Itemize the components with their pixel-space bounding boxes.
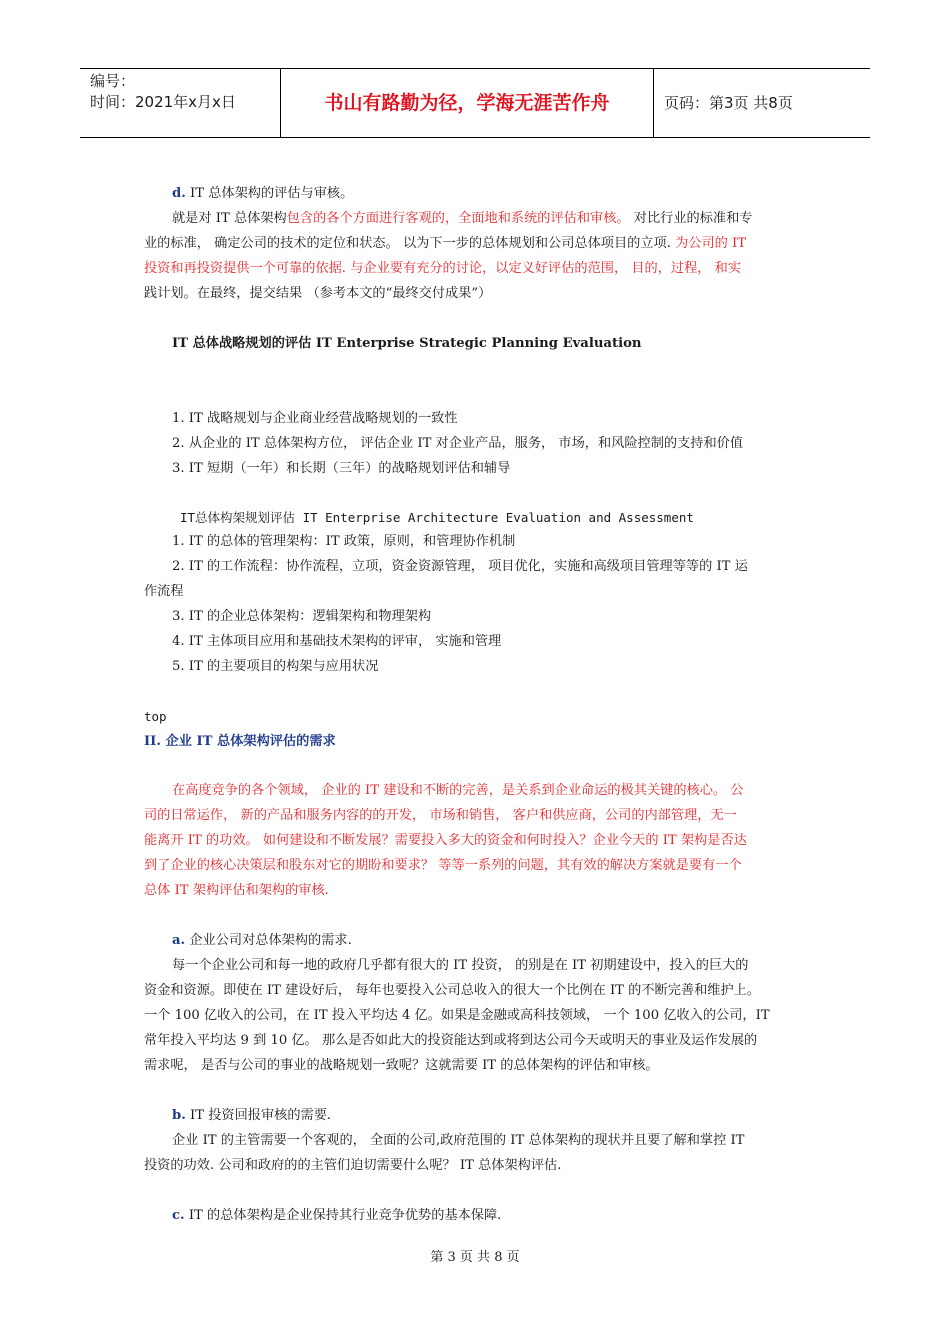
architecture-item: 1. IT 的总体的管理架构：IT 政策，原则，和管理协作机制: [172, 534, 516, 549]
section-b-line: 投资的功效. 公司和政府的的主管们迫切需要什么呢？ IT 总体架构评估.: [144, 1158, 562, 1173]
section-a-line: 每一个企业公司和每一地的政府几乎都有很大的 IT 投资， 的别是在 IT 初期建设中，投入的巨大的: [172, 958, 749, 973]
section-a-line: 资金和资源。即使在 IT 建设好后， 每年也要投入公司总收入的很大一个比例在 IT 的不断完善和维护上。: [144, 983, 761, 998]
architecture-title: IT总体构架规划评估 IT Enterprise Architecture Evaluation and Assessment: [180, 510, 694, 525]
motto: 书山有路勤为径，学海无涯苦作舟: [281, 69, 654, 137]
section-d-line-1: [172, 209, 752, 229]
section-b-marker: b.: [172, 1108, 186, 1123]
section-ii-title: II. 企业 IT 总体架构评估的需求: [144, 734, 336, 749]
section-d-title: IT 总体架构的评估与审核。: [185, 186, 354, 201]
section-b-line: 企业 IT 的主管需要一个客观的， 全面的公司,政府范围的 IT 总体架构的现状并且要了解和掌控 IT: [172, 1133, 745, 1148]
header-left-cell: [80, 69, 281, 137]
section-a-marker: a.: [172, 933, 186, 948]
architecture-item-continuation: 作流程: [144, 584, 184, 599]
section-c-title: IT 的总体架构是企业保持其行业竞争优势的基本保障.: [184, 1208, 502, 1223]
section-d-heading: [172, 184, 353, 204]
section-d-line-2: [144, 234, 746, 254]
section-a-line: 需求呢， 是否与公司的事业的战略规划一致呢？这就需要 IT 的总体架构的评估和审核。: [144, 1058, 659, 1073]
architecture-item: 4. IT 主体项目应用和基础技术架构的评审， 实施和管理: [172, 634, 502, 649]
section-ii-line: 能离开 IT 的功效。 如何建设和不断发展？需要投入多大的资金和何时投入？企业今天的 IT 架构是否达: [144, 833, 747, 848]
section-ii-line: 在高度竞争的各个领域， 企业的 IT 建设和不断的完善，是关系到企业命运的极其关键的核心。 公: [172, 783, 744, 798]
text-run: 业的标准， 确定公司的技术的定位和状态。 以为下一步的总体规划和公司总体项目的立项.: [144, 236, 676, 251]
text-run-red: 包含的各个方面进行客观的，全面地和系统的评估和审核。: [286, 211, 630, 226]
strategic-item: 2. 从企业的 IT 总体架构方位， 评估企业 IT 对企业产品，服务， 市场，和风险控制的支持和价值: [172, 436, 744, 451]
architecture-item: 3. IT 的企业总体架构：逻辑架构和物理架构: [172, 609, 432, 624]
section-a-title: 企业公司对总体架构的需求.: [185, 933, 352, 948]
section-ii-line: 总体 IT 架构评估和架构的审核.: [144, 883, 329, 898]
section-d-line-3: 投资和再投资提供一个可靠的依据. 与企业要有充分的讨论，以定义好评估的范围， 目的，过程， 和实: [144, 261, 742, 276]
section-d-line-4: 践计划。在最终，提交结果 （参考本文的“最终交付成果”）: [144, 286, 492, 301]
section-a-heading: [172, 931, 352, 951]
number-label: 编号：: [90, 72, 136, 90]
strategic-title: IT 总体战略规划的评估 IT Enterprise Strategic Planning Evaluation: [172, 336, 642, 351]
section-b-heading: [172, 1106, 331, 1126]
strategic-item: 1. IT 战略规划与企业商业经营战略规划的一致性: [172, 411, 458, 426]
page-header: [80, 68, 870, 138]
section-a-line: 一个 100 亿收入的公司，在 IT 投入平均达 4 亿。如果是金融或高科技领域， 一个 100 亿收入的公司，IT: [144, 1008, 770, 1023]
text-run-red: 为公司的 IT: [675, 236, 747, 251]
page-label: 页码：第3页 共8页: [664, 94, 793, 112]
section-d-marker: d.: [172, 186, 186, 201]
page-footer: 第 3 页 共 8 页: [430, 1250, 520, 1265]
section-c-heading: [172, 1206, 501, 1226]
section-b-title: IT 投资回报审核的需要.: [185, 1108, 332, 1123]
section-ii-line: 到了企业的核心决策层和股东对它的期盼和要求？ 等等一系列的问题，其有效的解决方案就是要有一个: [144, 858, 742, 873]
architecture-item: 5. IT 的主要项目的构架与应用状况: [172, 659, 379, 674]
text-run: 就是对 IT 总体架构: [172, 211, 287, 226]
time-label: 时间：2021年x月x日: [90, 93, 236, 111]
architecture-item: 2. IT 的工作流程：协作流程，立项，资金资源管理， 项目优化，实施和高级项目管理等等的 IT 运: [172, 559, 748, 574]
section-ii-line: 司的日常运作， 新的产品和服务内容的的开发， 市场和销售， 客户和供应商，公司的内部管理，无一: [144, 808, 737, 823]
section-c-marker: c.: [172, 1208, 185, 1223]
top-link[interactable]: top: [144, 709, 167, 724]
strategic-item: 3. IT 短期（一年）和长期（三年）的战略规划评估和辅导: [172, 461, 511, 476]
text-run: 对比行业的标准和专: [629, 211, 753, 226]
section-a-line: 常年投入平均达 9 到 10 亿。 那么是否如此大的投资能达到或将到达公司今天或明天的事业及运作发展的: [144, 1033, 758, 1048]
